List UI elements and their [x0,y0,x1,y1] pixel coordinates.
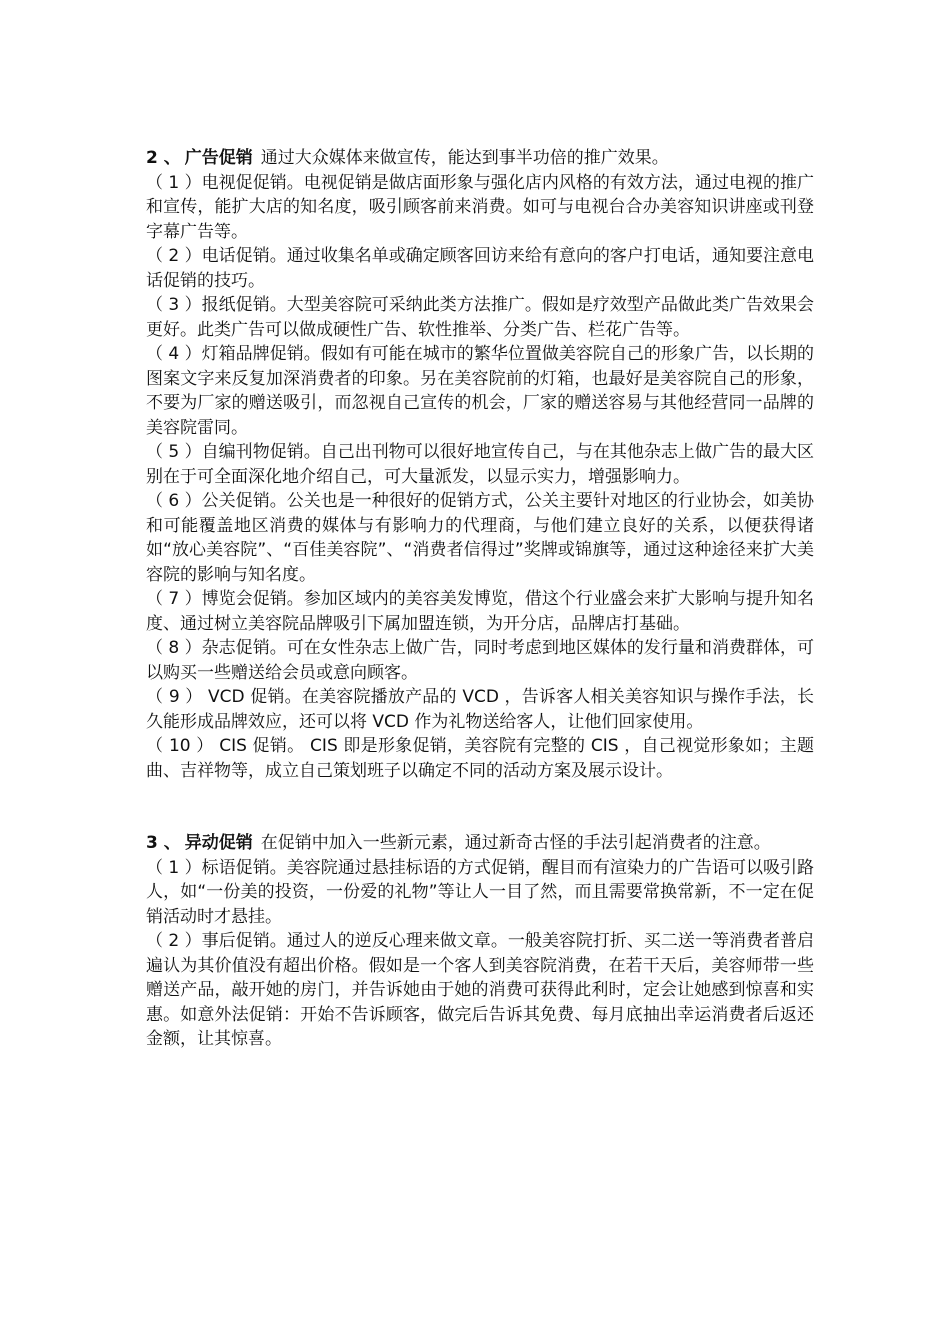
document-page [146,146,814,1052]
section-title: 异动促销 [184,833,253,853]
paragraph-item: （ 2 ）电话促销。通过收集名单或确定顾客回访来给有意向的客户打电话，通知要注意电话促销的技巧。 [146,246,814,291]
paragraph-item: （ 8 ）杂志促销。可在女性杂志上做广告，同时考虑到地区媒体的发行量和消费群体，可以购买一些赠送给会员或意向顾客。 [146,638,814,683]
section-number: 3 、 [146,833,181,853]
paragraph-item: （ 10 ） CIS 促销。 CIS 即是形象促销，美容院有完整的 CIS ，自己视觉形象如；主题曲、吉祥物等，成立自己策划班子以确定不同的活动方案及展示设计。 [146,736,814,781]
section-title: 广告促销 [184,148,253,168]
section-intro: 通过大众媒体来做宣传，能达到事半功倍的推广效果。 [260,148,669,168]
paragraph-item: （ 1 ）标语促销。美容院通过悬挂标语的方式促销，醒目而有渲染力的广告语可以吸引路人，如“一份美的投资，一份爱的礼物”等让人一目了然，而且需要常换常新，不一定在促销活动时才悬挂。 [146,857,814,927]
section-intro: 在促销中加入一些新元素，通过新奇古怪的手法引起消费者的注意。 [260,833,771,853]
paragraph-item: （ 5 ）自编刊物促销。自己出刊物可以很好地宣传自己，与在其他杂志上做广告的最大区别在于可全面深化地介绍自己，可大量派发，以显示实力，增强影响力。 [146,442,814,487]
section-heading [146,831,814,856]
section-number: 2 、 [146,148,181,168]
section-heading [146,146,814,171]
paragraph-item: （ 9 ） VCD 促销。在美容院播放产品的 VCD ，告诉客人相关美容知识与操作手法，长久能形成品牌效应，还可以将 VCD 作为礼物送给客人，让他们回家使用。 [146,687,814,732]
section-unusual-promotion [146,831,814,1052]
paragraph-item: （ 2 ）事后促销。通过人的逆反心理来做文章。一般美容院打折、买二送一等消费者普启遍认为其价值没有超出价格。假如是一个客人到美容院消费，在若干天后，美容师带一些赠送产品，敲开她的房门，并告诉她由于她的消费可获得此利时，定会让她感到惊喜和实惠。如意外法促销：开始不告诉顾客，做完后告诉其免费、每月底抽出幸运消费者后返还金额，让其惊喜。 [146,931,814,1049]
paragraph-item: （ 4 ）灯箱品牌促销。假如有可能在城市的繁华位置做美容院自己的形象广告，以长期的图案文字来反复加深消费者的印象。另在美容院前的灯箱，也最好是美容院自己的形象，不要为厂家的赠送吸引，而忽视自己宣传的机会，厂家的赠送容易与其他经营同一品牌的美容院雷同。 [146,344,814,438]
section-advertising-promotion [146,146,814,783]
paragraph-item: （ 3 ）报纸促销。大型美容院可采纳此类方法推广。假如是疗效型产品做此类广告效果会更好。此类广告可以做成硬性广告、软性推举、分类广告、栏花广告等。 [146,295,814,340]
paragraph-item: （ 6 ）公关促销。公关也是一种很好的促销方式，公关主要针对地区的行业协会，如美协和可能覆盖地区消费的媒体与有影响力的代理商，与他们建立良好的关系，以便获得诸如“放心美容院”、“百佳美容院”、“消费者信得过”奖牌或锦旗等，通过这种途径来扩大美容院的影响与知名度。 [146,491,814,585]
paragraph-item: （ 7 ）博览会促销。参加区域内的美容美发博览，借这个行业盛会来扩大影响与提升知名度、通过树立美容院品牌吸引下属加盟连锁，为开分店，品牌店打基础。 [146,589,814,634]
paragraph-item: （ 1 ）电视促促销。电视促销是做店面形象与强化店内风格的有效方法，通过电视的推广和宣传，能扩大店的知名度，吸引顾客前来消费。如可与电视台合办美容知识讲座或刊登字幕广告等。 [146,172,814,242]
